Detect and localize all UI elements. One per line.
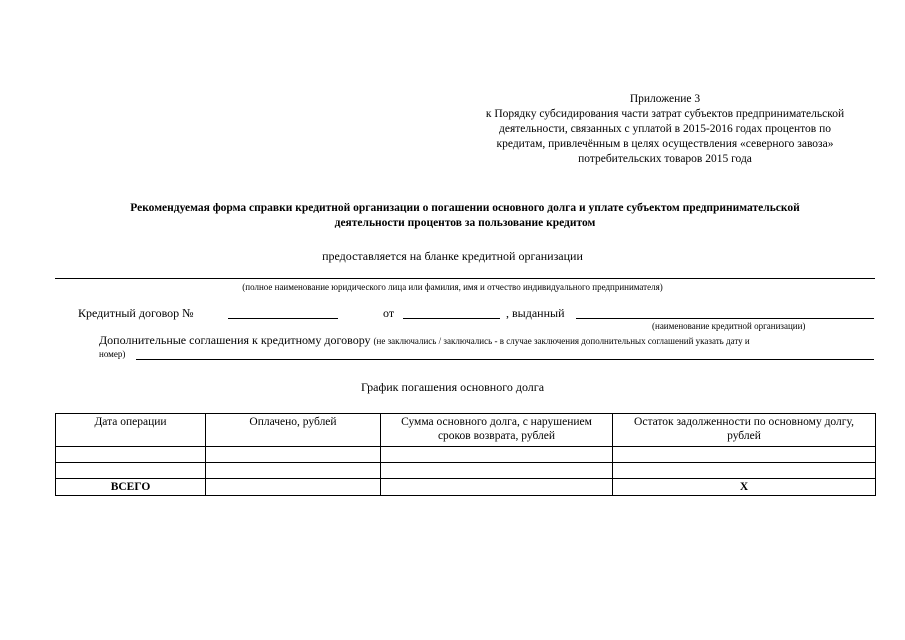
appendix-block xyxy=(455,92,875,167)
table-total-row xyxy=(56,479,876,496)
appendix-line: деятельности, связанных с уплатой в 2015-2016 годах процентов по xyxy=(499,123,831,135)
appendix-line: кредитам, привлечённым в целях осуществления «северного завоза» xyxy=(496,138,834,150)
credit-contract-label: Кредитный договор № xyxy=(78,306,194,320)
additional-agreements-hint: (не заключались / заключались - в случае заключения дополнительных соглашений указать дату и xyxy=(373,336,750,346)
table-header-row xyxy=(56,414,876,447)
additional-agreements-text: Дополнительные соглашения к кредитному договору xyxy=(99,333,371,347)
form-title xyxy=(60,201,870,231)
additional-agreements-label xyxy=(99,333,750,348)
additional-agreements-hint-cont: номер) xyxy=(99,349,126,359)
header-paid: Оплачено, рублей xyxy=(206,414,381,447)
appendix-line: к Порядку субсидирования части затрат субъектов предпринимательской xyxy=(485,108,845,120)
issued-by-label: , выданный xyxy=(506,306,565,320)
contract-date-label: от xyxy=(383,306,395,320)
table-cell[interactable] xyxy=(613,463,876,479)
form-title-line: Рекомендуемая форма справки кредитной организации о погашении основного долга и уплате субъектом предпринимательской xyxy=(130,202,800,214)
form-title-line: деятельности процентов за пользование кредитом xyxy=(334,217,596,229)
header-overdue-principal: Сумма основного долга, с нарушением сроков возврата, рублей xyxy=(381,414,613,447)
issuing-bank-field[interactable] xyxy=(576,318,874,319)
total-paid-cell[interactable] xyxy=(206,479,381,496)
schedule-title: График погашения основного долга xyxy=(360,380,545,394)
table-row xyxy=(56,447,876,463)
entity-name-line[interactable] xyxy=(55,278,875,279)
table-cell[interactable] xyxy=(206,447,381,463)
table-cell[interactable] xyxy=(56,447,206,463)
table-cell[interactable] xyxy=(56,463,206,479)
bank-name-caption: (наименование кредитной организации) xyxy=(652,321,806,331)
header-principal-balance: Остаток задолженности по основному долгу, рублей xyxy=(613,414,876,447)
entity-name-caption: (полное наименование юридического лица или фамилия, имя и отчество индивидуального предпринимателя) xyxy=(242,282,663,292)
repayment-schedule-table xyxy=(55,413,876,496)
provided-note: предоставляется на бланке кредитной организации xyxy=(322,249,583,263)
total-overdue-cell[interactable] xyxy=(381,479,613,496)
table-cell[interactable] xyxy=(613,447,876,463)
table-cell[interactable] xyxy=(206,463,381,479)
total-balance-cell: Х xyxy=(613,479,876,496)
table-cell[interactable] xyxy=(381,447,613,463)
contract-date-field[interactable] xyxy=(403,318,500,319)
table-row xyxy=(56,463,876,479)
contract-number-field[interactable] xyxy=(228,318,338,319)
table-cell[interactable] xyxy=(381,463,613,479)
additional-agreements-field[interactable] xyxy=(136,359,874,360)
header-operation-date: Дата операции xyxy=(56,414,206,447)
total-label: ВСЕГО xyxy=(56,479,206,496)
appendix-line: потребительских товаров 2015 года xyxy=(578,153,752,165)
appendix-line: Приложение 3 xyxy=(629,93,701,105)
